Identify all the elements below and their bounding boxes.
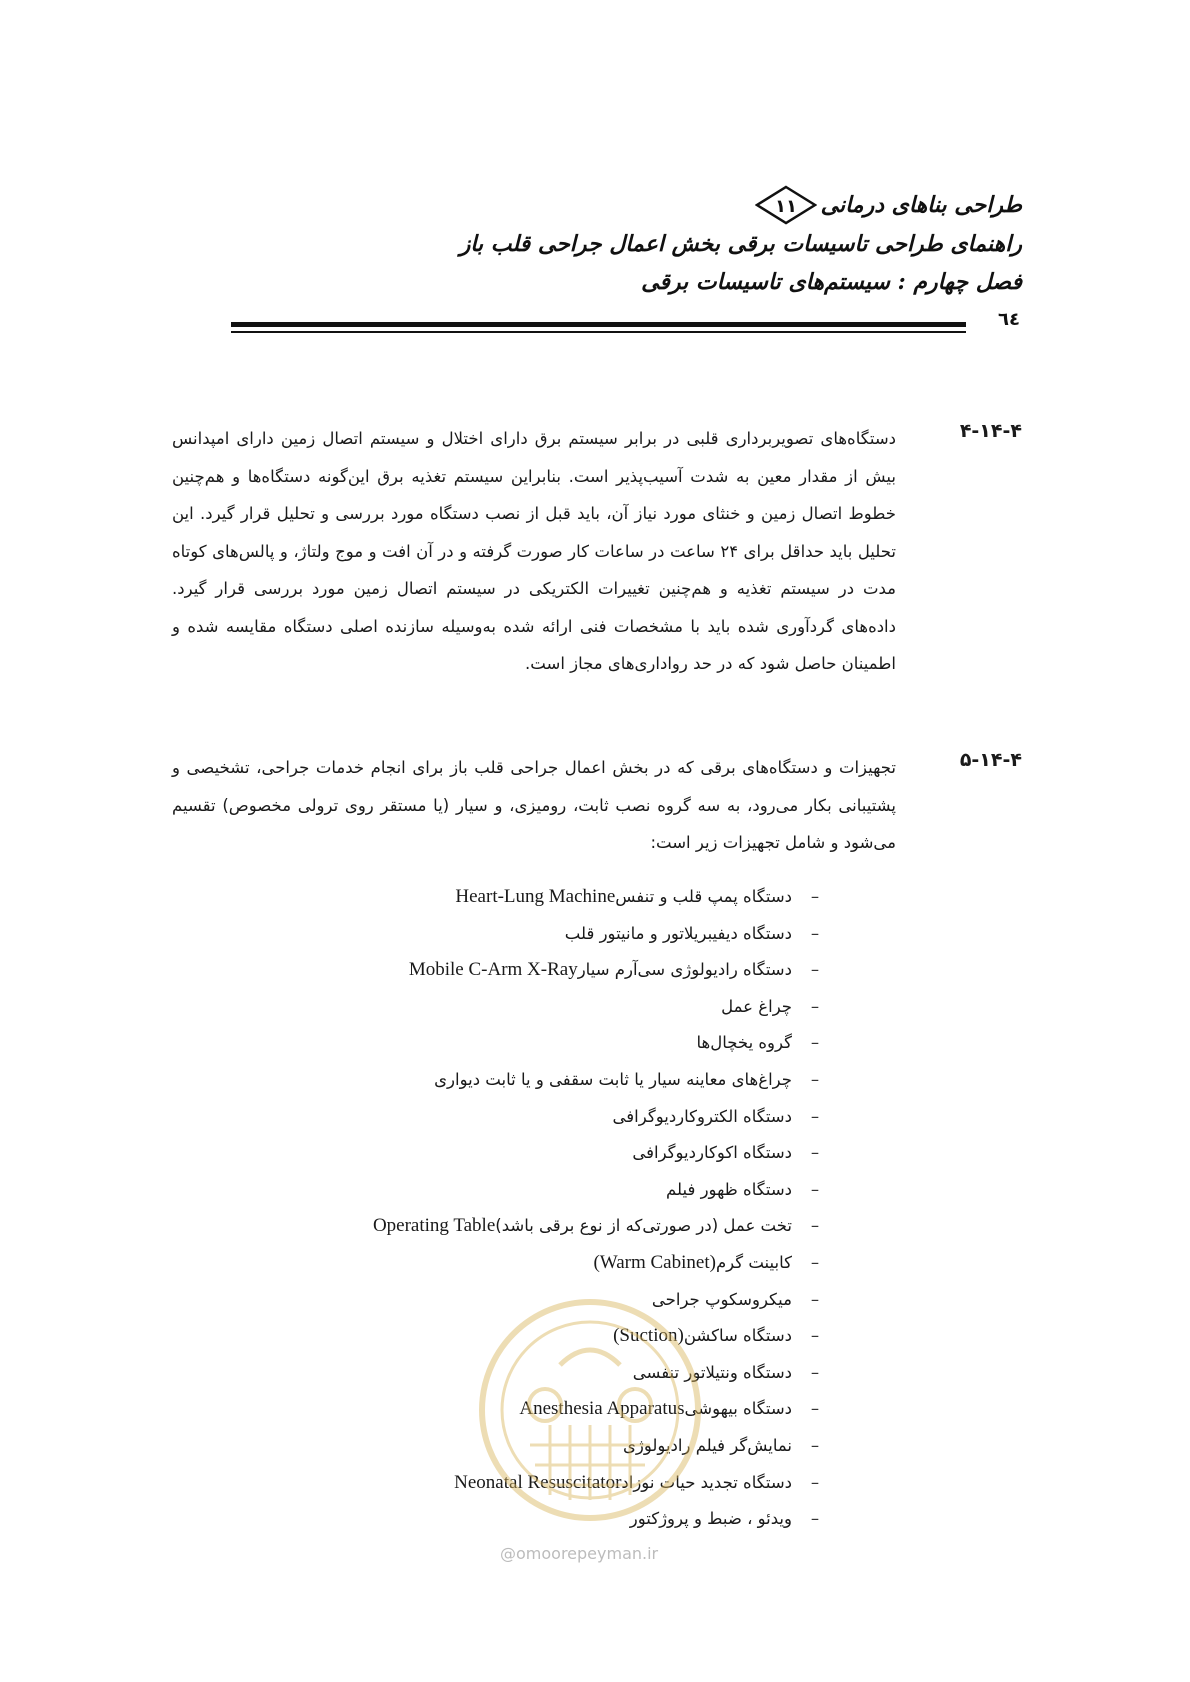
list-item-label: ویدئو ، ضبط و پروژکتور	[629, 1509, 792, 1529]
list-bullet: –	[810, 1509, 820, 1529]
list-item-label: دستگاه ظهور فیلم	[666, 1179, 792, 1199]
list-item-label: کابینت گرم	[715, 1252, 792, 1272]
list-bullet: –	[810, 996, 820, 1016]
watermark-site: @omoorepeyman.ir	[500, 1544, 659, 1563]
list-item-label: میکروسکوپ جراحی	[651, 1289, 792, 1309]
list-bullet: –	[810, 960, 820, 980]
chapter-title: فصل چهارم : سیستم‌های تاسیسات برقی	[641, 269, 1022, 295]
list-item-label: دستگاه ونتیلاتور تنفسی	[632, 1362, 792, 1382]
section-paragraph: تجهیزات و دستگاه‌های برقی که در بخش اعمال جراحی قلب باز برای انجام خدمات جراحی، تشخیصی و پشتیبانی بکار می‌رود، به سه گروه نصب ثابت، رومیزی، و سیار (یا مستقر روی ترولی مخصوص) تقسیم می‌شود و شامل تجهیزات زیر است:	[172, 758, 896, 852]
section-5-14-4	[172, 749, 1022, 862]
section-body	[172, 420, 896, 683]
list-item	[158, 989, 838, 1026]
list-item-english: Heart-Lung Machine	[455, 886, 616, 907]
section-number: ۵-۱۴-۴	[959, 749, 1022, 771]
list-item-label: دستگاه رادیولوژی سی‌آرم سیار	[577, 960, 792, 980]
list-bullet: –	[810, 1033, 820, 1053]
list-bullet: –	[810, 1472, 820, 1492]
list-item-label: دستگاه الکتروکاردیوگرافی	[612, 1106, 792, 1126]
section-4-14-4	[172, 420, 1022, 683]
list-item	[158, 1355, 838, 1392]
list-item-english: (Suction)	[613, 1325, 684, 1347]
page-number: ٦٤	[998, 309, 1020, 330]
list-item	[158, 1318, 838, 1355]
list-item	[158, 1245, 838, 1282]
section-paragraph: دستگاه‌های تصویربرداری قلبی در برابر سیستم برق دارای اختلال و سیستم اتصال زمین دارای امپدانس بیش از مقدار معین به شدت آسیب‌پذیر است. بنابراین سیستم تغذیه برق این‌گونه دستگاه‌ها و هم‌چنین خطوط اتصال زمین و خنثای مورد نیاز آن، باید قبل از نصب دستگاه مورد بررسی و تحلیل قرار گیرد. این تحلیل باید حداقل برای ۲۴ ساعت در ساعات کار صورت گرفته و در آن افت و موج ولتاژ، و پالس‌های کوتاه مدت در سیستم تغذیه و هم‌چنین تغییرات الکتریکی در سیستم اتصال زمین مورد بررسی قرار گیرد. داده‌های گردآوری شده باید با مشخصات فنی ارائه شده به‌وسیله سازنده اصلی دستگاه مقایسه شده و اطمینان حاصل شود که در حد رواداری‌های مجاز است.	[172, 429, 896, 673]
list-item	[158, 1282, 838, 1319]
list-bullet: –	[810, 1362, 820, 1382]
list-bullet: –	[810, 1252, 820, 1272]
list-item-label: دستگاه پمپ قلب و تنفس	[615, 887, 792, 906]
list-item-english: Neonatal Resuscitator	[454, 1471, 622, 1493]
list-item-label: دستگاه دیفیبریلاتور و مانیتور قلب	[564, 923, 792, 943]
page-header	[202, 185, 1022, 301]
list-bullet: –	[810, 1069, 820, 1089]
list-item	[158, 1208, 838, 1245]
list-item-label: تخت عمل (در صورتی‌که از نوع برقی باشد)	[495, 1216, 792, 1236]
list-item	[158, 1062, 838, 1099]
list-item-english: Mobile C-Arm X-Ray	[408, 959, 578, 981]
list-bullet: –	[810, 1399, 820, 1419]
list-bullet: –	[810, 1106, 820, 1126]
list-item-label: دستگاه بیهوشی	[684, 1399, 792, 1419]
list-item	[158, 1135, 838, 1172]
list-item	[158, 1025, 838, 1062]
list-item-label: دستگاه تجدید حیات نوزاد	[621, 1472, 792, 1492]
list-item	[158, 916, 838, 953]
list-item-english: Operating Table	[372, 1215, 496, 1237]
list-item	[158, 952, 838, 989]
list-bullet: –	[810, 1143, 820, 1163]
list-item	[158, 1172, 838, 1209]
list-item-label: دستگاه اکوکاردیوگرافی	[632, 1143, 792, 1163]
guide-title: راهنمای طراحی تاسیسات برقی بخش اعمال جراحی قلب باز	[459, 231, 1022, 257]
list-item-english: (Warm Cabinet)	[593, 1251, 716, 1273]
list-item-label: دستگاه ساکشن	[683, 1326, 792, 1346]
list-item	[158, 879, 838, 916]
list-item-label: گروه یخچال‌ها	[696, 1033, 792, 1053]
list-item	[158, 1099, 838, 1136]
list-item-label: چراغ‌های معاینه سیار یا ثابت سقفی و یا ثابت دیواری	[434, 1069, 792, 1089]
series-title-row	[202, 185, 1022, 225]
list-item	[158, 1428, 838, 1465]
list-item-label: چراغ عمل	[721, 996, 792, 1016]
section-number: ۴-۱۴-۴	[959, 420, 1022, 442]
list-bullet: –	[810, 1179, 820, 1199]
list-item	[158, 1465, 838, 1502]
series-title: طراحی بناهای درمانی	[820, 192, 1022, 218]
equipment-list	[158, 879, 838, 1538]
list-bullet: –	[810, 923, 820, 943]
list-bullet: –	[810, 1435, 820, 1455]
list-bullet: –	[810, 1289, 820, 1309]
list-bullet: –	[810, 1216, 820, 1236]
section-body	[172, 749, 896, 862]
series-number: ۱۱	[774, 196, 797, 217]
list-bullet: –	[810, 1326, 820, 1346]
list-item-english: Anesthesia Apparatus	[519, 1398, 685, 1420]
list-item	[158, 1501, 838, 1538]
header-divider	[231, 322, 966, 333]
list-bullet: –	[810, 887, 820, 906]
series-number-badge	[755, 185, 817, 225]
list-item	[158, 1391, 838, 1428]
list-item-label: نمایش‌گر فیلم رادیولوژی	[623, 1435, 792, 1455]
